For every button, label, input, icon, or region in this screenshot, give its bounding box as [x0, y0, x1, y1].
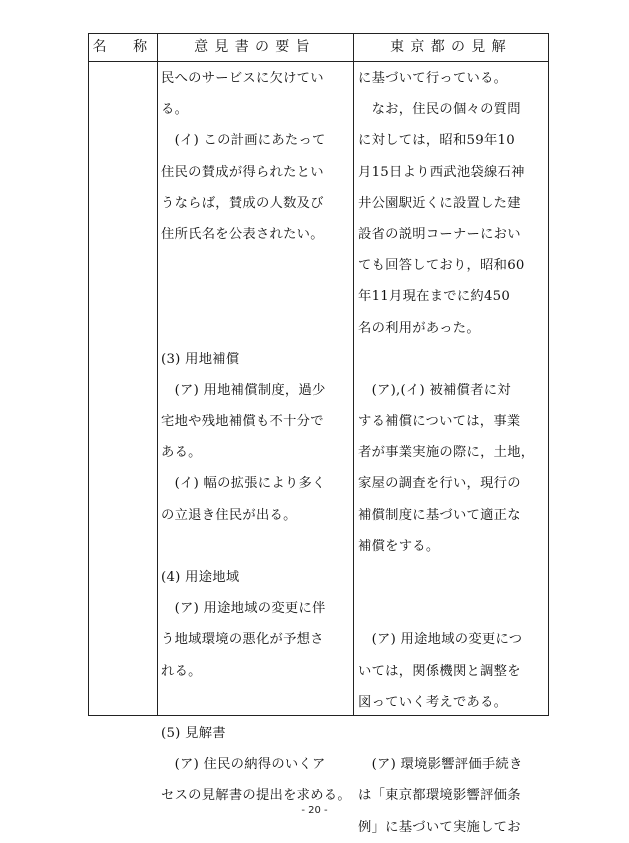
view-text-line: 月15日より西武池袋線石神 [358, 164, 525, 180]
view-text-line: 者が事業実施の際に，土地， [358, 445, 535, 461]
page-number: - 20 - [301, 805, 328, 816]
view-text-line: する補償については，事業 [358, 414, 521, 430]
view-text-line: に対しては，昭和59年10 [358, 133, 515, 149]
summary-text-line: (ア) 用地補償制度，過少 [161, 382, 326, 398]
view-text-line: いては，関係機関と調整を [358, 663, 521, 679]
summary-text-line: 住民の賛成が得られたとい [161, 164, 324, 180]
summary-text-line: (イ) 幅の拡張により多く [161, 476, 326, 492]
summary-text-line: (4) 用途地域 [161, 570, 240, 585]
view-text-line: (ア) 用途地域の変更につ [358, 632, 523, 648]
summary-text-line [161, 281, 351, 312]
summary-text-line: ある。 [161, 445, 202, 461]
summary-text-line: る。 [161, 102, 189, 118]
view-text-line: 井公園駅近くに設置した建 [358, 195, 521, 211]
view-text-line: 図っていく考えである。 [358, 694, 508, 710]
view-text-line: ても回答しており，昭和60 [358, 258, 525, 274]
summary-column [161, 63, 351, 812]
summary-text-line: うならば，賛成の人数及び [161, 195, 324, 211]
column-divider-summary [353, 34, 354, 715]
view-column [358, 63, 546, 843]
view-text-line: は「東京都環境影響評価条 [358, 788, 521, 804]
summary-text-line [161, 687, 351, 718]
summary-text-line: 住所氏名を公表されたい。 [161, 226, 324, 242]
summary-text-line: (5) 見解書 [161, 725, 226, 741]
summary-text-line: (3) 用地補償 [161, 351, 240, 367]
summary-text-line: れる。 [161, 663, 202, 679]
view-text-line: (ア) 環境影響評価手続き [358, 757, 523, 773]
view-text-line: 例」に基づいて実施してお [358, 819, 521, 835]
header-divider [89, 61, 548, 62]
view-text-line [358, 718, 546, 749]
view-text-line: 年11月現在までに約450 [358, 289, 511, 305]
view-text-line [358, 562, 546, 593]
summary-text-line [161, 250, 351, 281]
summary-text-line: の立退き住民が出る。 [161, 507, 297, 523]
summary-text-line [161, 313, 351, 344]
view-text-line [358, 593, 546, 624]
view-text-line [358, 344, 546, 375]
view-text-line: 補償をする。 [358, 538, 440, 554]
view-text-line: なお，住民の個々の質問 [358, 102, 521, 118]
view-text-line: 設省の説明コーナーにおい [358, 226, 521, 242]
column-divider-name [157, 34, 158, 715]
view-text-line: 家屋の調査を行い，現行の [358, 476, 521, 492]
view-text-line: に基づいて行っている。 [358, 71, 508, 86]
summary-text-line: う地域環境の悪化が予想さ [161, 632, 324, 648]
summary-text-line: 宅地や残地補償も不十分で [161, 414, 324, 430]
summary-text-line [161, 531, 351, 562]
view-text-line: 補償制度に基づいて適正な [358, 507, 521, 523]
header-summary: 意見書の要旨 [194, 39, 316, 55]
view-text-line: 名の利用があった。 [358, 320, 480, 336]
summary-text-line: (ア) 用途地域の変更に伴 [161, 601, 326, 617]
summary-text-line: セスの見解書の提出を求める。 [161, 788, 351, 804]
summary-text-line: 民へのサービスに欠けてい [161, 71, 324, 86]
view-text-line: (ア),(イ) 被補償者に対 [358, 382, 511, 398]
header-name: 名 称 [92, 39, 154, 55]
header-view: 東京都の見解 [390, 39, 512, 55]
summary-text-line: (ア) 住民の納得のいくア [161, 757, 326, 773]
summary-text-line: (イ) この計画にあたって [161, 133, 326, 149]
